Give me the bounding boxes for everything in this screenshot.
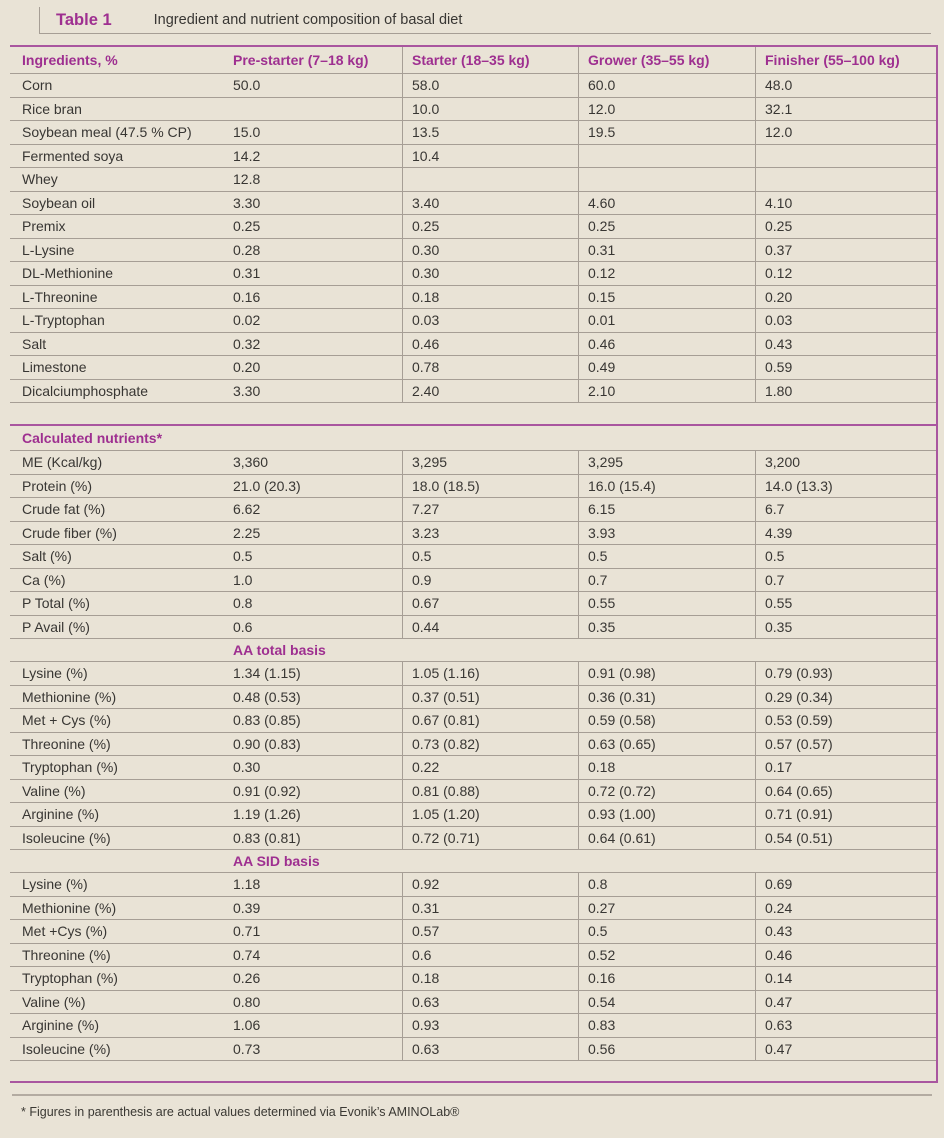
value-cell: 0.52 <box>578 944 755 967</box>
table-row <box>10 897 936 921</box>
value-cell: 3.30 <box>233 194 261 211</box>
row-label: Met + Cys (%) <box>22 712 112 729</box>
row-label: Valine (%) <box>22 993 86 1010</box>
value-cell: 0.18 <box>402 286 578 309</box>
value-cell: 0.36 (0.31) <box>578 686 755 709</box>
row-label: Arginine (%) <box>22 806 100 823</box>
value-cell: 0.14 <box>755 967 936 990</box>
row-label: Salt <box>22 335 47 352</box>
row-label: Corn <box>22 77 53 94</box>
value-cell: 1.34 (1.15) <box>233 665 301 682</box>
value-cell: 1.19 (1.26) <box>233 806 301 823</box>
table-row <box>10 991 936 1015</box>
value-cell: 0.79 (0.93) <box>755 662 936 685</box>
table-row <box>10 451 936 475</box>
table-row <box>10 662 936 686</box>
table-row <box>10 967 936 991</box>
value-cell: 6.15 <box>578 498 755 521</box>
value-cell: 3.30 <box>233 382 261 399</box>
value-cell: 0.37 <box>755 239 936 262</box>
value-cell: 19.5 <box>578 121 755 144</box>
value-cell: 3.40 <box>402 192 578 215</box>
value-cell: 14.2 <box>233 147 261 164</box>
value-cell: 0.5 <box>402 545 578 568</box>
value-cell: 0.20 <box>233 359 261 376</box>
value-cell: 0.47 <box>755 991 936 1014</box>
value-cell: 0.8 <box>233 595 253 612</box>
row-label: Crude fat (%) <box>22 501 106 518</box>
table-caption: Ingredient and nutrient composition of basal diet <box>153 12 463 28</box>
value-cell: 0.03 <box>755 309 936 332</box>
table-row <box>10 239 936 263</box>
aa-sid-basis-header: AA SID basis <box>10 850 936 873</box>
table-row <box>10 475 936 499</box>
value-cell: 0.7 <box>755 569 936 592</box>
value-cell: 1.80 <box>755 380 936 403</box>
table-row <box>10 944 936 968</box>
value-cell: 0.55 <box>755 592 936 615</box>
value-cell: 3.93 <box>578 522 755 545</box>
value-cell: 0.46 <box>402 333 578 356</box>
table-row <box>10 286 936 310</box>
value-cell: 0.57 <box>402 920 578 943</box>
value-cell: 0.67 (0.81) <box>402 709 578 732</box>
table-row <box>10 803 936 827</box>
value-cell: 48.0 <box>755 74 936 97</box>
value-cell: 2.10 <box>578 380 755 403</box>
value-cell: 0.73 (0.82) <box>402 733 578 756</box>
value-cell: 0.43 <box>755 920 936 943</box>
value-cell: 0.20 <box>755 286 936 309</box>
value-cell: 10.0 <box>402 98 578 121</box>
value-cell: 0.6 <box>402 944 578 967</box>
value-cell: 0.80 <box>233 993 261 1010</box>
value-cell: 0.59 <box>755 356 936 379</box>
table-row <box>10 756 936 780</box>
value-cell: 0.73 <box>233 1040 261 1057</box>
value-cell: 0.63 (0.65) <box>578 733 755 756</box>
value-cell: 12.0 <box>578 98 755 121</box>
value-cell: 4.10 <box>755 192 936 215</box>
row-label: L-Threonine <box>22 288 98 305</box>
value-cell: 0.90 (0.83) <box>233 735 301 752</box>
value-cell: 15.0 <box>233 124 261 141</box>
value-cell: 0.16 <box>578 967 755 990</box>
value-cell: 58.0 <box>402 74 578 97</box>
value-cell: 0.31 <box>233 265 261 282</box>
row-label: P Avail (%) <box>22 618 90 635</box>
value-cell: 0.16 <box>233 288 261 305</box>
value-cell: 0.53 (0.59) <box>755 709 936 732</box>
column-header-starter: Starter (18–35 kg) <box>402 47 578 73</box>
row-label: Isoleucine (%) <box>22 1040 111 1057</box>
footer-rule <box>12 1094 932 1096</box>
table-row <box>10 686 936 710</box>
table-row <box>10 145 936 169</box>
value-cell: 16.0 (15.4) <box>578 475 755 498</box>
table-row <box>10 192 936 216</box>
value-cell: 0.59 (0.58) <box>578 709 755 732</box>
row-label: Methionine (%) <box>22 899 117 916</box>
value-cell: 0.74 <box>233 946 261 963</box>
value-cell: 0.5 <box>755 545 936 568</box>
column-header-grower: Grower (35–55 kg) <box>578 47 755 73</box>
table-row <box>10 215 936 239</box>
column-header-pre-starter: Pre-starter (7–18 kg) <box>233 52 369 68</box>
value-cell: 0.43 <box>755 333 936 356</box>
value-cell: 0.32 <box>233 335 261 352</box>
value-cell: 7.27 <box>402 498 578 521</box>
value-cell: 0.35 <box>578 616 755 639</box>
value-cell: 0.57 (0.57) <box>755 733 936 756</box>
value-cell: 0.6 <box>233 618 253 635</box>
value-cell: 60.0 <box>578 74 755 97</box>
value-cell: 0.55 <box>578 592 755 615</box>
value-cell: 0.26 <box>233 970 261 987</box>
value-cell <box>755 145 936 168</box>
value-cell: 0.81 (0.88) <box>402 780 578 803</box>
table-row <box>10 309 936 333</box>
basal-diet-table <box>10 45 938 1083</box>
row-label: Valine (%) <box>22 782 86 799</box>
value-cell: 0.12 <box>755 262 936 285</box>
row-label: Tryptophan (%) <box>22 970 118 987</box>
row-label: L-Lysine <box>22 241 75 258</box>
value-cell: 0.35 <box>755 616 936 639</box>
value-cell: 0.7 <box>578 569 755 592</box>
value-cell: 4.39 <box>755 522 936 545</box>
row-label: Ca (%) <box>22 571 66 588</box>
value-cell: 2.40 <box>402 380 578 403</box>
value-cell <box>402 168 578 191</box>
value-cell: 0.12 <box>578 262 755 285</box>
value-cell: 0.46 <box>578 333 755 356</box>
table-row <box>10 873 936 897</box>
row-label: Tryptophan (%) <box>22 759 118 776</box>
aa-total-basis-header: AA total basis <box>10 639 936 662</box>
value-cell: 0.24 <box>755 897 936 920</box>
aa-sid-basis-section <box>10 873 936 1061</box>
value-cell: 0.31 <box>402 897 578 920</box>
value-cell: 0.5 <box>578 545 755 568</box>
value-cell: 0.63 <box>402 1038 578 1061</box>
value-cell: 0.29 (0.34) <box>755 686 936 709</box>
value-cell: 10.4 <box>402 145 578 168</box>
table-row <box>10 827 936 851</box>
value-cell: 0.83 <box>578 1014 755 1037</box>
value-cell: 0.37 (0.51) <box>402 686 578 709</box>
table-row <box>10 545 936 569</box>
value-cell <box>224 98 402 121</box>
table-row <box>10 498 936 522</box>
table-title-block <box>39 7 931 34</box>
row-label: Threonine (%) <box>22 946 111 963</box>
table-header-row <box>10 47 936 74</box>
footnote: * Figures in parenthesis are actual values determined via Evonik’s AMINOLab® <box>21 1105 460 1119</box>
value-cell: 3,360 <box>233 454 269 471</box>
value-cell: 0.17 <box>755 756 936 779</box>
value-cell: 0.49 <box>578 356 755 379</box>
value-cell: 0.56 <box>578 1038 755 1061</box>
row-label: Dicalciumphosphate <box>22 382 149 399</box>
table-row <box>10 333 936 357</box>
calculated-nutrients-section <box>10 451 936 639</box>
table-row <box>10 121 936 145</box>
value-cell: 12.0 <box>755 121 936 144</box>
value-cell: 0.25 <box>578 215 755 238</box>
value-cell: 6.62 <box>233 501 261 518</box>
value-cell: 0.30 <box>402 262 578 285</box>
value-cell: 2.25 <box>233 524 261 541</box>
table-row <box>10 780 936 804</box>
row-label: Limestone <box>22 359 87 376</box>
value-cell: 0.18 <box>578 756 755 779</box>
value-cell: 0.54 (0.51) <box>755 827 936 850</box>
column-header-finisher: Finisher (55–100 kg) <box>755 47 936 73</box>
value-cell: 0.71 (0.91) <box>755 803 936 826</box>
row-label: Arginine (%) <box>22 1017 100 1034</box>
value-cell: 0.30 <box>402 239 578 262</box>
row-label: Lysine (%) <box>22 876 88 893</box>
value-cell: 1.06 <box>233 1017 261 1034</box>
row-label: L-Tryptophan <box>22 312 105 329</box>
value-cell: 1.05 (1.20) <box>402 803 578 826</box>
table-row <box>10 1038 936 1062</box>
row-label: Isoleucine (%) <box>22 829 111 846</box>
value-cell: 0.83 (0.81) <box>233 829 301 846</box>
value-cell: 3,200 <box>755 451 936 474</box>
value-cell: 0.63 <box>755 1014 936 1037</box>
value-cell: 0.54 <box>578 991 755 1014</box>
value-cell: 0.63 <box>402 991 578 1014</box>
value-cell: 0.46 <box>755 944 936 967</box>
row-label: Soybean oil <box>22 194 96 211</box>
table-row <box>10 616 936 640</box>
value-cell: 0.71 <box>233 923 261 940</box>
table-row <box>10 168 936 192</box>
value-cell: 0.25 <box>233 218 261 235</box>
value-cell <box>578 145 755 168</box>
table-row <box>10 569 936 593</box>
value-cell: 0.8 <box>578 873 755 896</box>
value-cell: 0.02 <box>233 312 261 329</box>
ingredients-section <box>10 74 936 403</box>
value-cell: 0.25 <box>755 215 936 238</box>
value-cell: 0.48 (0.53) <box>233 688 301 705</box>
value-cell: 1.0 <box>233 571 253 588</box>
value-cell: 3,295 <box>402 451 578 474</box>
value-cell: 21.0 (20.3) <box>233 477 301 494</box>
table-row <box>10 920 936 944</box>
section-divider <box>10 403 936 426</box>
value-cell: 0.9 <box>402 569 578 592</box>
row-label: ME (Kcal/kg) <box>22 454 103 471</box>
row-label: P Total (%) <box>22 595 90 612</box>
value-cell <box>755 168 936 191</box>
row-label: Whey <box>22 171 58 188</box>
value-cell: 0.22 <box>402 756 578 779</box>
value-cell: 0.64 (0.61) <box>578 827 755 850</box>
row-label: Premix <box>22 218 66 235</box>
table-row <box>10 709 936 733</box>
value-cell: 0.44 <box>402 616 578 639</box>
value-cell: 0.27 <box>578 897 755 920</box>
value-cell: 14.0 (13.3) <box>755 475 936 498</box>
value-cell: 50.0 <box>233 77 261 94</box>
value-cell: 1.18 <box>233 876 261 893</box>
value-cell: 0.25 <box>402 215 578 238</box>
table-row <box>10 74 936 98</box>
table-row <box>10 1014 936 1038</box>
table-row <box>10 733 936 757</box>
column-header-ingredients: Ingredients, % <box>22 52 118 68</box>
value-cell: 0.03 <box>402 309 578 332</box>
value-cell: 3,295 <box>578 451 755 474</box>
table-row <box>10 262 936 286</box>
value-cell: 0.47 <box>755 1038 936 1061</box>
value-cell: 0.72 (0.71) <box>402 827 578 850</box>
value-cell: 0.91 (0.92) <box>233 782 301 799</box>
value-cell: 6.7 <box>755 498 936 521</box>
value-cell: 0.92 <box>402 873 578 896</box>
row-label: Soybean meal (47.5 % CP) <box>22 124 192 141</box>
value-cell: 0.93 (1.00) <box>578 803 755 826</box>
value-cell: 32.1 <box>755 98 936 121</box>
value-cell: 13.5 <box>402 121 578 144</box>
value-cell: 0.39 <box>233 899 261 916</box>
value-cell: 0.69 <box>755 873 936 896</box>
row-label: Fermented soya <box>22 147 124 164</box>
value-cell: 0.64 (0.65) <box>755 780 936 803</box>
value-cell: 0.78 <box>402 356 578 379</box>
row-label: DL-Methionine <box>22 265 114 282</box>
value-cell: 0.72 (0.72) <box>578 780 755 803</box>
value-cell: 0.30 <box>233 759 261 776</box>
row-label: Lysine (%) <box>22 665 88 682</box>
value-cell: 3.23 <box>402 522 578 545</box>
value-cell: 0.18 <box>402 967 578 990</box>
table-row <box>10 522 936 546</box>
row-label: Rice bran <box>22 100 82 117</box>
row-label: Protein (%) <box>22 477 93 494</box>
row-label: Met +Cys (%) <box>22 923 108 940</box>
table-row <box>10 592 936 616</box>
table-number: Table 1 <box>56 10 112 29</box>
row-label: Methionine (%) <box>22 688 117 705</box>
value-cell: 0.91 (0.98) <box>578 662 755 685</box>
table-row <box>10 356 936 380</box>
table-row <box>10 380 936 404</box>
row-label: Threonine (%) <box>22 735 111 752</box>
value-cell: 0.83 (0.85) <box>233 712 301 729</box>
value-cell: 4.60 <box>578 192 755 215</box>
row-label: Crude fiber (%) <box>22 524 117 541</box>
value-cell: 12.8 <box>233 171 261 188</box>
table-bottom-spacer <box>10 1061 936 1081</box>
value-cell: 0.28 <box>233 241 261 258</box>
aa-total-basis-section <box>10 662 936 850</box>
value-cell: 0.01 <box>578 309 755 332</box>
value-cell: 18.0 (18.5) <box>402 475 578 498</box>
value-cell: 0.67 <box>402 592 578 615</box>
row-label: Salt (%) <box>22 548 72 565</box>
value-cell: 0.15 <box>578 286 755 309</box>
value-cell: 1.05 (1.16) <box>402 662 578 685</box>
value-cell: 0.5 <box>233 548 253 565</box>
calculated-nutrients-header: Calculated nutrients* <box>10 426 936 451</box>
value-cell: 0.31 <box>578 239 755 262</box>
value-cell <box>578 168 755 191</box>
value-cell: 0.5 <box>578 920 755 943</box>
value-cell: 0.93 <box>402 1014 578 1037</box>
table-row <box>10 98 936 122</box>
